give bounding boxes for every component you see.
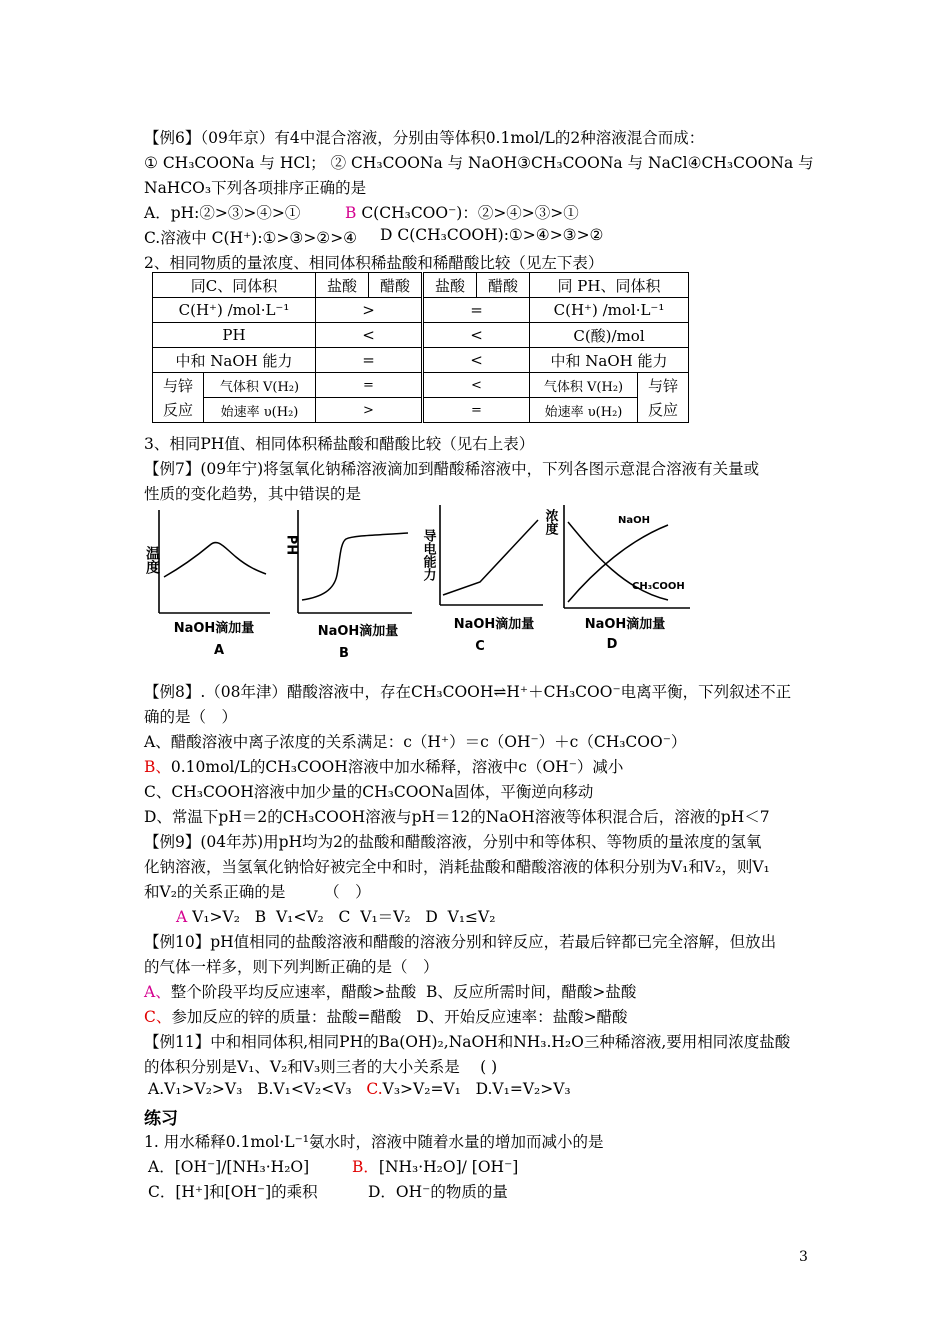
table-header-hac-right: 醋酸 (477, 273, 530, 298)
ex6-line2: ① CH₃COONa 与 HCl； ② CH₃COONa 与 NaOH③CH₃COONa 与 NaCl④CH₃COONa 与 (144, 154, 814, 172)
practice-q1-option-b (352, 1155, 518, 1177)
ex8-line2: 确的是（ ） (144, 708, 238, 726)
table-header-hcl-left: 盐酸 (316, 273, 369, 298)
table-header-hac-left: 醋酸 (369, 273, 423, 298)
table-row1-left: C(H⁺) /mol·L⁻¹ (153, 298, 316, 323)
practice-q1-option-a: A．[OH⁻]/[NH₃·H₂O] (148, 1158, 310, 1176)
figure-a-letter: A (213, 643, 225, 658)
ex10-option-a-letter: A、 (144, 983, 171, 1001)
figure-a-ylabel: 温度 (144, 546, 160, 574)
ex9-line2: 化钠溶液，当氢氧化钠恰好被完全中和时，消耗盐酸和醋酸溶液的体积分别为V₁和V₂，则V₁ (144, 858, 770, 876)
table-row1-b: = (423, 298, 530, 323)
practice-q1-option-c: C．[H⁺]和[OH⁻]的乘积 (148, 1183, 318, 1201)
table-row2-left: PH (153, 323, 316, 348)
ex6-option-b-text: C(CH₃COO⁻)：②>④>③>① (356, 204, 579, 222)
ex9-options-text: V₁>V₂ B V₁<V₂ C V₁＝V₂ D V₁≤V₂ (187, 908, 496, 926)
table-row3-right: 中和 NaOH 能力 (530, 348, 689, 373)
ex10-option-cd (144, 1005, 628, 1027)
comparison-table (152, 272, 689, 423)
ex11-option-c-letter: C. (366, 1080, 383, 1098)
figure-b-xlabel: NaOH滴加量 (317, 624, 399, 639)
ex10-option-ab-text: 整个阶段平均反应速率，醋酸>盐酸 B、反应所需时间，醋酸>盐酸 (170, 983, 637, 1001)
practice-q1-option-d: D．OH⁻的物质的量 (368, 1183, 508, 1201)
ex9-line1: 【例9】(04年苏)用pH均为2的盐酸和醋酸溶液，分别中和等体积、等物质的量浓度的氢氧 (144, 833, 762, 851)
practice-q1-option-b-text: [NH₃·H₂O]/ [OH⁻] (378, 1158, 519, 1176)
table-zinc-left-2: 反应 (162, 400, 193, 419)
table-row4-right: 气体积 V(H₂) (530, 373, 638, 398)
ex7-line1: 【例7】(09年宁)将氢氧化钠稀溶液滴加到醋酸稀溶液中，下列各图示意混合溶液有关量或 (144, 460, 760, 478)
table-row4-a: = (316, 373, 423, 398)
figure-a (140, 505, 275, 660)
table-row5-right: 始速率 υ(H₂) (530, 398, 638, 423)
practice-heading: 练习 (144, 1109, 178, 1129)
table-header-right: 同 PH、同体积 (530, 273, 689, 298)
ex9-option-a-letter: A (176, 908, 188, 926)
ex11-line1: 【例11】中和相同体积,相同PH的Ba(OH)₂,NaOH和NH₃.H₂O三种稀溶液,要用相同浓度盐酸 (144, 1033, 791, 1051)
table-row2-right: C(酸)/mol (530, 323, 689, 348)
table-row5-left: 始速率 υ(H₂) (204, 398, 316, 423)
table-row4-left: 气体积 V(H₂) (204, 373, 316, 398)
ex8-option-b-letter: B、 (144, 758, 171, 776)
figure-c-curve (443, 520, 538, 595)
table-header-left: 同C、同体积 (153, 273, 316, 298)
table-row3-left: 中和 NaOH 能力 (153, 348, 316, 373)
ex8-option-a: A、醋酸溶液中离子浓度的关系满足：c（H⁺）＝c（OH⁻）＋c（CH₃COO⁻） (144, 733, 687, 751)
ex6-option-d: D C(CH₃COOH):①>④>③>② (380, 226, 604, 244)
figure-a-xlabel: NaOH滴加量 (173, 621, 255, 636)
figure-d (540, 500, 700, 655)
ex8-option-d: D、常温下pH＝2的CH₃COOH溶液与pH＝12的NaOH溶液等体积混合后，溶液的pH＜7 (144, 808, 770, 826)
page-number: 3 (799, 1249, 808, 1265)
ex7-line2: 性质的变化趋势，其中错误的是 (144, 485, 362, 503)
table-row2-a: < (316, 323, 423, 348)
table-row2-b: < (423, 323, 530, 348)
table-header-hcl-right: 盐酸 (423, 273, 477, 298)
table-zinc-left-1: 与锌 (162, 376, 193, 395)
ex8-line1: 【例8】.（08年津）醋酸溶液中，存在CH₃COOH⇌H⁺＋CH₃COO⁻电离平衡，下列叙述不正 (144, 683, 792, 701)
ex11-options (148, 1080, 571, 1098)
table-row5-a: > (316, 398, 423, 423)
practice-q1: 1. 用水稀释0.1mol·L⁻¹氨水时，溶液中随着水量的增加而减小的是 (144, 1133, 604, 1151)
table-zinc-right-2: 反应 (647, 400, 678, 419)
ex9-line3: 和V₂的关系正确的是 （ ） (144, 883, 371, 901)
figure-b (282, 505, 417, 660)
ex10-option-c-letter: C、 (144, 1008, 172, 1026)
section-3-heading: 3、相同PH值、相同体积稀盐酸和醋酸比较（见右上表） (144, 435, 535, 453)
table-row5-b: = (423, 398, 530, 423)
ex8-option-b (144, 755, 623, 777)
ex11-option-d: D.V₁=V₂>V₃ (460, 1080, 571, 1098)
ex11-options-ab: A.V₁>V₂>V₃ B.V₁<V₂<V₃ (148, 1080, 367, 1098)
ex6-title: 【例6】（09年京）有4中混合溶液，分别由等体积0.1mol/L的2种溶液混合而成： (144, 129, 705, 147)
ex8-option-b-text: 0.10mol/L的CH₃COOH溶液中加水稀释，溶液中c（OH⁻）减小 (170, 758, 624, 776)
table-zinc-left (153, 373, 204, 423)
figure-c (418, 500, 548, 655)
ex10-option-cd-text: 参加反应的锌的质量：盐酸=醋酸 D、开始反应速率：盐酸>醋酸 (171, 1008, 628, 1026)
ex10-line2: 的气体一样多，则下列判断正确的是（ ） (144, 958, 439, 976)
figure-c-letter: C (475, 639, 485, 654)
table-row1-right: C(H⁺) /mol·L⁻¹ (530, 298, 689, 323)
figure-b-ylabel: PH (283, 534, 299, 556)
table-row3-b: < (423, 348, 530, 373)
table-row1-a: > (316, 298, 423, 323)
figure-d-xlabel: NaOH滴加量 (584, 617, 666, 632)
section-2-heading: 2、相同物质的量浓度、相同体积稀盐酸和稀醋酸比较（见左下表） (144, 254, 604, 272)
ex10-option-ab (144, 980, 636, 1002)
ex6-line3: NaHCO₃下列各项排序正确的是 (144, 179, 367, 197)
figure-a-curve (164, 543, 266, 577)
figure-d-letter: D (606, 637, 618, 652)
ex11-option-c-text: V₃>V₂=V₁ (382, 1080, 461, 1098)
ex6-option-b-letter: B (345, 204, 357, 222)
figure-d-ylabel: 浓度 (542, 509, 558, 535)
ex6-option-b (345, 201, 579, 223)
practice-q1-option-b-letter: B． (352, 1158, 379, 1176)
table-row3-a: = (316, 348, 423, 373)
ex6-option-c: C.溶液中 C(H⁺):①>③>②>④ (144, 229, 358, 247)
ex10-line1: 【例10】pH值相同的盐酸溶液和醋酸的溶液分别和锌反应，若最后锌都已完全溶解，但放出 (144, 933, 777, 951)
ex6-option-a: A．pH:②>③>④>① (144, 204, 301, 222)
figure-c-ylabel: 导电能力 (420, 529, 436, 581)
ex11-line2: 的体积分别是V₁、V₂和V₃则三者的大小关系是 ( ) (144, 1058, 498, 1076)
table-zinc-right-1: 与锌 (647, 376, 678, 395)
ex8-option-c: C、CH₃COOH溶液中加少量的CH₃COONa固体，平衡逆向移动 (144, 783, 594, 801)
table-row4-b: < (423, 373, 530, 398)
figure-d-label-naoh: NaOH (618, 515, 650, 526)
ex9-options (176, 905, 495, 927)
table-zinc-right (638, 373, 689, 423)
figure-b-curve (302, 533, 408, 600)
figure-d-label-ch3cooh: CH₃COOH (632, 581, 685, 592)
figure-c-xlabel: NaOH滴加量 (453, 617, 535, 632)
figure-b-letter: B (339, 646, 349, 660)
